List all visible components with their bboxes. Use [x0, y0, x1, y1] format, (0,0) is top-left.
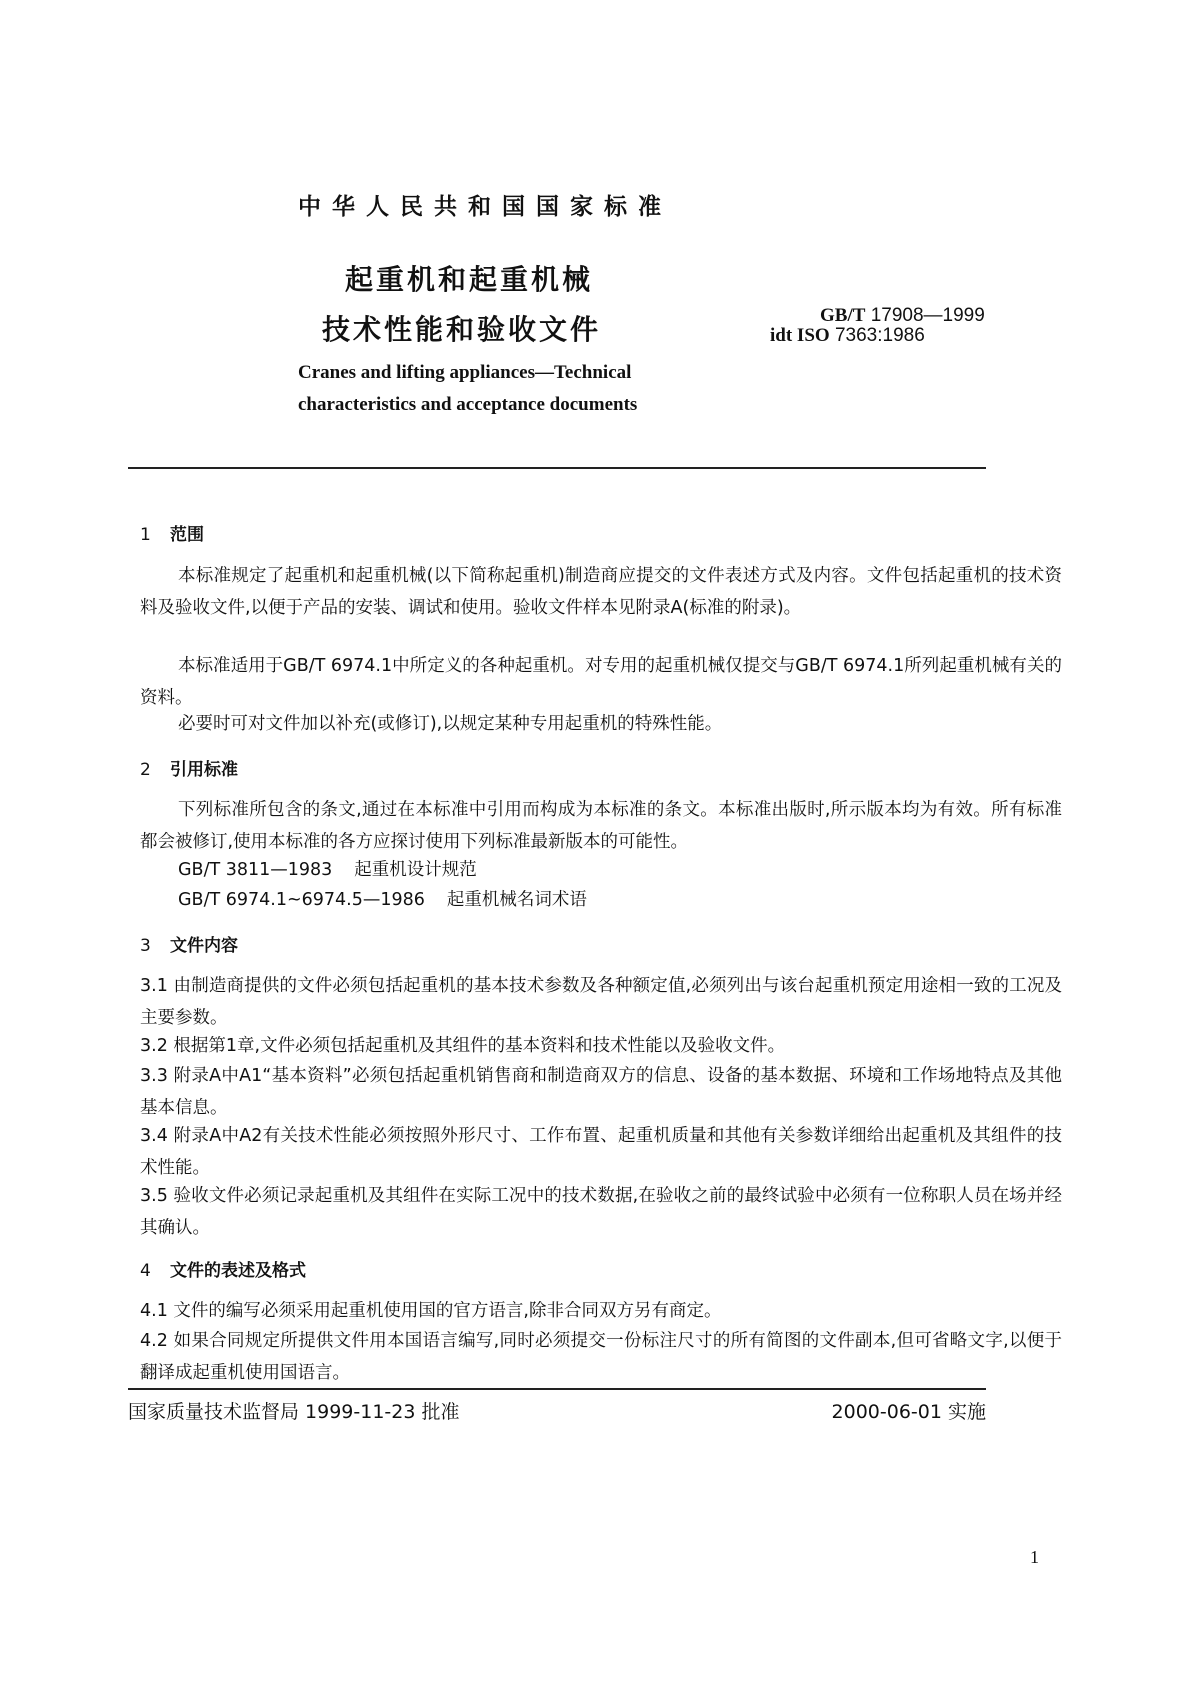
section-3-number: 3 [140, 936, 151, 956]
clause-3-1: 3.1 由制造商提供的文件必须包括起重机的基本技术参数及各种额定值,必须列出与该台起重机预定用途相一致的工况及主要参数。 [140, 976, 1062, 1028]
section-3-title: 文件内容 [170, 936, 238, 956]
section-1-paragraph-2: 本标准适用于GB/T 6974.1中所定义的各种起重机。对专用的起重机械仅提交与GB/T 6974.1所列起重机械有关的资料。 [140, 656, 1062, 708]
section-1-heading [140, 520, 204, 545]
reference-2-title: 起重机械名词术语 [446, 890, 587, 910]
title-cn-line1: 起重机和起重机械 [345, 263, 594, 296]
clause-3-5: 3.5 验收文件必须记录起重机及其组件在实际工况中的技术数据,在验收之前的最终试验中必须有一位称职人员在场并经其确认。 [140, 1186, 1062, 1238]
effective-date: 2000-06-01 实施 [831, 1401, 986, 1423]
section-1-title: 范围 [170, 525, 204, 545]
clause-4-2: 4.2 如果合同规定所提供文件用本国语言编写,同时必须提交一份标注尺寸的所有简图的文件副本,但可省略文字,以便于翻译成起重机使用国语言。 [140, 1331, 1062, 1383]
idt-prefix: idt ISO [770, 325, 830, 346]
national-standard-heading: 中华人民共和国国家标准 [298, 194, 672, 220]
section-4-title: 文件的表述及格式 [170, 1261, 306, 1281]
standard-number [820, 306, 985, 326]
title-en-line1: Cranes and lifting appliances—Technical [298, 362, 632, 383]
title-cn-line2: 技术性能和验收文件 [322, 313, 602, 346]
section-2-heading [140, 755, 238, 780]
clause-4-1: 4.1 文件的编写必须采用起重机使用国的官方语言,除非合同双方另有商定。 [140, 1301, 722, 1321]
idt-reference [770, 326, 925, 346]
footer-divider [128, 1388, 986, 1390]
clause-3-3: 3.3 附录A中A1“基本资料”必须包括起重机销售商和制造商双方的信息、设备的基本数据、环境和工作场地特点及其他基本信息。 [140, 1066, 1062, 1118]
idt-number: 7363:1986 [834, 325, 925, 346]
approval-note: 国家质量技术监督局 1999-11-23 批准 [128, 1401, 460, 1423]
section-3-heading [140, 931, 238, 956]
standard-number-value: 17908—1999 [870, 305, 985, 326]
section-1-number: 1 [140, 525, 151, 545]
section-4-number: 4 [140, 1261, 151, 1281]
reference-2 [178, 884, 587, 916]
section-4-heading [140, 1256, 306, 1281]
standard-number-prefix: GB/T [820, 305, 866, 326]
page-number: 1 [1030, 1547, 1039, 1567]
clause-3-2: 3.2 根据第1章,文件必须包括起重机及其组件的基本资料和技术性能以及验收文件。 [140, 1036, 786, 1056]
reference-1-title: 起重机设计规范 [354, 860, 477, 880]
reference-1-code: GB/T 3811—1983 [178, 860, 333, 880]
section-2-title: 引用标准 [170, 760, 238, 780]
section-1-paragraph-1: 本标准规定了起重机和起重机械(以下简称起重机)制造商应提交的文件表述方式及内容。文件包括起重机的技术资料及验收文件,以便于产品的安装、调试和使用。验收文件样本见附录A(标准的附录)。 [140, 566, 1062, 618]
section-2-number: 2 [140, 760, 151, 780]
section-2-paragraph-1: 下列标准所包含的条文,通过在本标准中引用而构成为本标准的条文。本标准出版时,所示版本均为有效。所有标准都会被修订,使用本标准的各方应探讨使用下列标准最新版本的可能性。 [140, 800, 1062, 852]
reference-1 [178, 854, 477, 886]
clause-3-4: 3.4 附录A中A2有关技术性能必须按照外形尺寸、工作布置、起重机质量和其他有关参数详细给出起重机及其组件的技术性能。 [140, 1126, 1062, 1178]
header-divider [128, 467, 986, 469]
title-en-line2: characteristics and acceptance documents [298, 394, 638, 415]
section-1-paragraph-3: 必要时可对文件加以补充(或修订),以规定某种专用起重机的特殊性能。 [178, 714, 723, 734]
reference-2-code: GB/T 6974.1~6974.5—1986 [178, 890, 425, 910]
